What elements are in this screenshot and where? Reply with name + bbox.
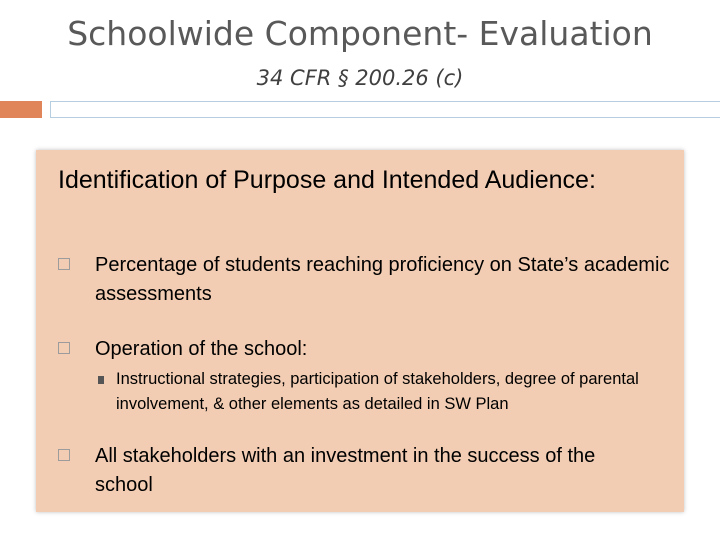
square-bullet-icon <box>98 376 104 384</box>
checkbox-bullet-icon <box>58 258 70 270</box>
checkbox-bullet-icon <box>58 342 70 354</box>
list-item-text: Operation of the school: <box>95 338 308 360</box>
list-item <box>58 442 658 500</box>
sub-list-item-text: Instructional strategies, participation of stakeholders, degree of parental involvement, & other elements as detailed in SW Plan <box>116 370 639 413</box>
content-heading: Identification of Purpose and Intended Audience: <box>58 166 596 194</box>
list-item-text: Percentage of students reaching proficiency on State’s academic assessments <box>95 254 670 305</box>
accent-bar <box>0 101 42 118</box>
list-item-text: All stakeholders with an investment in the success of the school <box>95 445 596 496</box>
list-item <box>58 335 658 364</box>
slide-subtitle: 34 CFR § 200.26 (c) <box>256 66 464 90</box>
divider-bar <box>50 101 720 118</box>
sub-list-item <box>98 367 683 417</box>
list-item <box>58 251 670 309</box>
content-panel <box>36 150 684 512</box>
slide-title: Schoolwide Component- Evaluation <box>67 14 653 53</box>
checkbox-bullet-icon <box>58 449 70 461</box>
